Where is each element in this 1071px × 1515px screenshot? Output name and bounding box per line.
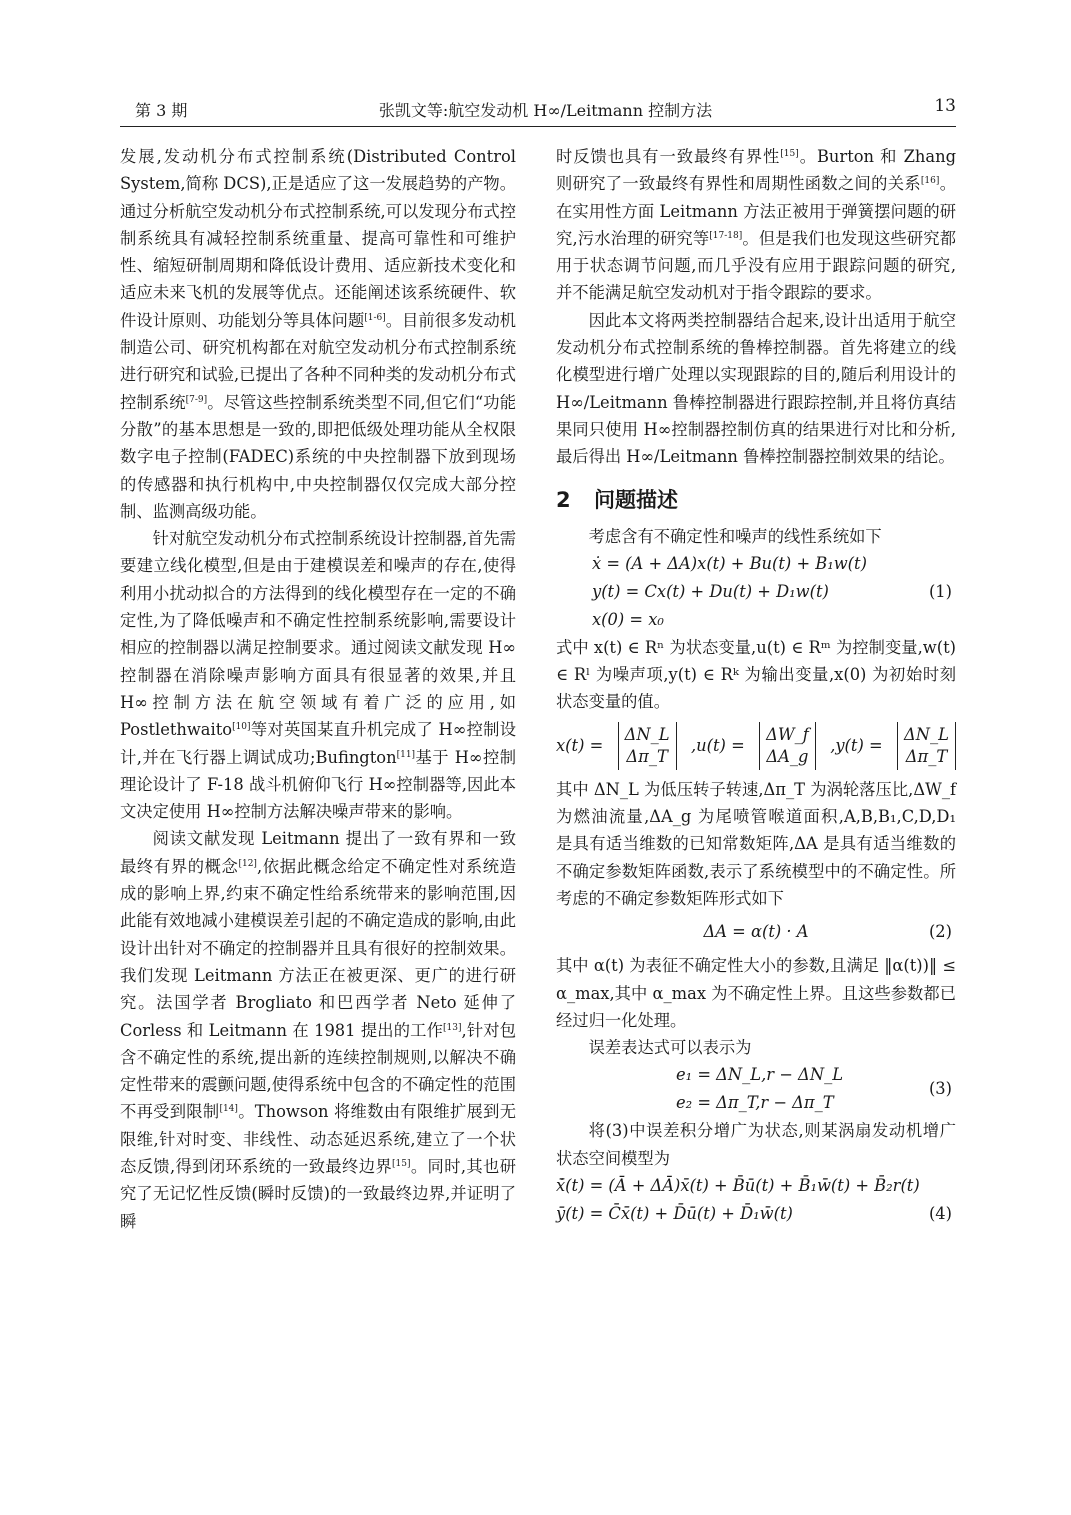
section-title: 问题描述 [594,487,678,512]
equation-line: x(0) = x₀ [592,609,664,629]
equation-number: (3) [928,1079,952,1099]
section-number: 2 [556,487,571,512]
paragraph: 因此本文将两类控制器结合起来,设计出适用于航空发动机分布式控制系统的鲁棒控制器。首先将建立的线化模型进行增广处理以实现跟踪的目的,随后利用设计的 H∞/Leitmann 鲁棒控制器进行跟踪控制,并且将仿真结果同只使用 H∞控制器控制仿真的结果进行对比和分析,最后得出 H∞/Leitmann 鲁棒控制器控制效果的结论。 [556,310,956,467]
citation[interactable]: [17-18] [709,230,743,241]
paragraph: 其中 α(t) 为表征不确定性大小的参数,且满足 ‖α(t))‖ ≤ α_max,其中 α_max 为不确定性上界。且这些参数都已经过归一化处理。 [556,956,956,1030]
paragraph: 阅读文献发现 Leitmann 提出了一致有界和一致最终有界的概念[12],依据此概念给定不确定性对系统造成的影响上界,约束不确定性给系统带来的影响范围,因此能有效地减小建模误差引起的不确定造成的影响,由此设计出针对不确定的控制器并且具有很好的控制效果。我们发现 Leitmann 方法正在被更深、更广的进行研究。法国学者 Brogliato 和巴西学者 Neto 延伸了 Corless 和 Leitmann 在 1981 提出的工作[13],针对包含不确定性的系统,提出新的连续控制规则,以解决不确定性带来的震颤问题,使得系统中包含的不确定性的范围不再受到限制[14]。Thowson 将维数由有限维扩展到无限维,针对时变、非线性、动态延迟系统,建立了一个状态反馈,得到闭环系统的一致最终边界[15]。同时,其也研究了无记忆性反馈(瞬时反馈)的一致最终边界,并证明了瞬 [120,829,516,1231]
citation[interactable]: [11] [396,749,416,760]
running-title: 张凯文等:航空发动机 H∞/Leitmann 控制方法 [378,101,713,120]
citation[interactable]: [15] [780,149,799,159]
equation-3 [556,1061,956,1117]
paragraph: 式中 x(t) ∈ Rⁿ 为状态变量,u(t) ∈ Rᵐ 为控制变量,w(t) ∈ Rˡ 为噪声项,y(t) ∈ Rᵏ 为输出变量,x(0) 为初始时刻状态变量的值。 [556,637,956,712]
paragraph: 发展,发动机分布式控制系统(Distributed Control System,简称 DCS),正是适应了这一发展趋势的产物。通过分析航空发动机分布式控制系统,可以发现分布式控制系统具有减轻控制系统重量、提高可靠性和可维护性、缩短研制周期和降低设计费用、适应新技术变化和适应未来飞机的发展等优点。还能阐述该系统硬件、软件设计原则、功能划分等具体问题[1-6]。目前很多发动机制造公司、研究机构都在对航空发动机分布式控制系统进行研究和试验,已提出了各种不同种类的发动机分布式控制系统[7-9]。尽管这些控制系统类型不同,但它们“功能分散”的基本思想是一致的,即把低级处理功能从全权限数字电子控制(FADEC)系统的中央控制器下放到现场的传感器和执行机构中,中央控制器仅仅完成大部分控制、监测高级功能。 [120,147,517,521]
equation-line: e₁ = ΔN_L,r − ΔN_L [676,1065,844,1085]
page-number: 13 [934,96,956,116]
equation-number: (1) [928,581,952,601]
equation-2: ΔA = α(t) · A (2) [556,912,956,952]
citation[interactable]: [16] [920,176,940,187]
citation[interactable]: [14] [219,1104,238,1115]
paragraph: 时反馈也具有一致最终有界性[15]。Burton 和 Zhang 则研究了一致最终有界性和周期性函数之间的关系[16]。在实用性方面 Leitmann 方法正被用于弹簧摆问题的研究,污水治理的研究等[17-18]。但是我们也发现这些研究都用于状态调节问题,而几乎没有应用于跟踪问题的研究,并不能满足航空发动机对于指令跟踪的要求。 [556,147,956,303]
equation-number: (4) [928,1204,952,1224]
citation[interactable]: [1-6] [364,312,386,323]
equation-line: ẋ = (A + ΔA)x(t) + Bu(t) + B₁w(t) [592,553,867,573]
vector-u: ΔW_f ΔA_g [759,722,816,770]
equation-1 [556,550,956,634]
header-rule [120,126,956,127]
issue-label: 第 3 期 [135,101,188,120]
paragraph: 针对航空发动机分布式控制系统设计控制器,首先需要建立线化模型,但是由于建模误差和噪声的存在,使得利用小扰动拟合的方法得到的线化模型存在一定的不确定性,为了降低噪声和不确定性控制系统影响,需要设计相应的控制器以满足控制要求。通过阅读文献发现 H∞控制器在消除噪声影响方面具有很显著的效果,并且 H∞控制方法在航空领域有着广泛的应用,如 Postlethwaito[10]等对英国某直升机完成了 H∞控制设计,并在飞行器上调试成功;Bufington[11]基于 H∞控制理论设计了 F-18 战斗机俯仰飞行 H∞控制器等,因此本文决定使用 H∞控制方法解决噪声带来的影响。 [120,529,517,822]
equation-line: e₂ = Δπ_T,r − Δπ_T [676,1093,834,1113]
equation-number: (2) [928,922,952,942]
vector-x: ΔN_L Δπ_T [618,722,677,770]
equation-4 [556,1172,956,1228]
running-header [135,98,956,122]
citation[interactable]: [13] [443,1022,462,1033]
vector-y: ΔN_L Δπ_T [897,722,956,770]
citation[interactable]: [12] [238,858,257,869]
citation[interactable]: [7-9] [185,394,208,405]
equation-line: ȳ(t) = C̄x̄(t) + D̄ū(t) + D̄₁w̄(t) (4) [556,1200,956,1228]
citation[interactable]: [10] [232,722,251,733]
right-column [556,143,956,1228]
paragraph: 误差表达式可以表示为 [588,1038,752,1058]
left-column [120,143,516,1235]
paragraph: 考虑含有不确定性和噪声的线性系统如下 [588,526,882,546]
section-heading [556,485,956,515]
equation-line: x̄̇(t) = (Ā + ΔĀ)x̄(t) + B̄ū(t) + B̄₁w̄(t) + B̄₂r(t) [556,1176,920,1196]
paragraph: 其中 ΔN_L 为低压转子转速,Δπ_T 为涡轮落压比,ΔW_f 为燃油流量,ΔA_g 为尾喷管喉道面积,A,B,B₁,C,D,D₁ 是具有适当维数的已知常数矩阵,ΔA 是具有适当维数的不确定参数矩阵函数,表示了系统模型中的不确定性。所考虑的不确定参数矩阵形式如下 [556,779,956,908]
citation[interactable]: [15] [392,1158,411,1169]
vector-definitions: x(t) = ΔN_L Δπ_T ,u(t) = ΔW_f ΔA_g ,y(t) = ΔN_L Δπ_T [556,716,956,776]
equation-line: y(t) = Cx(t) + Du(t) + D₁w(t) (1) [556,578,956,606]
paragraph: 将(3)中误差积分增广为状态,则某涡扇发动机增广状态空间模型为 [556,1121,956,1168]
